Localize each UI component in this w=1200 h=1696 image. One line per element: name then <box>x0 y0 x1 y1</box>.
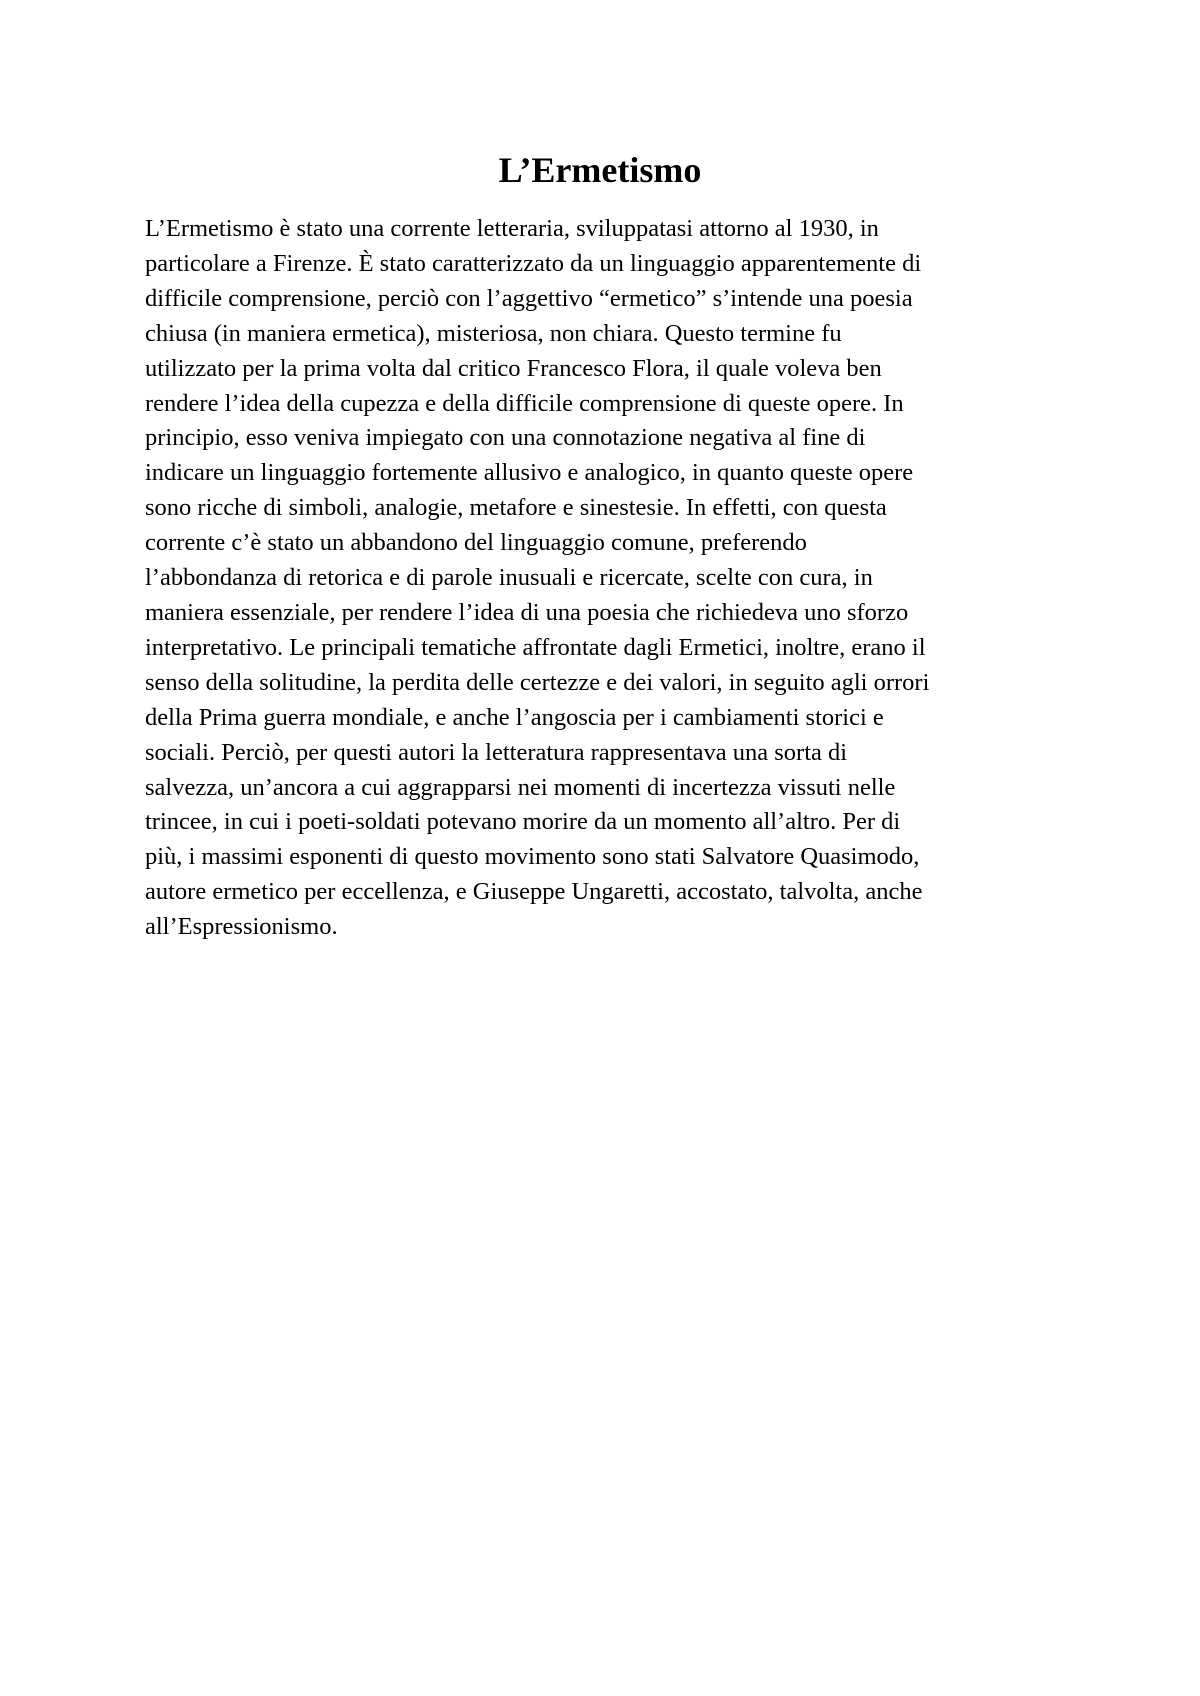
paragraph-line: sociali. Perciò, per questi autori la letteratura rappresentava una sorta di <box>145 738 848 766</box>
paragraph-line: chiusa (in maniera ermetica), misteriosa, non chiara. Questo termine fu <box>145 319 842 347</box>
paragraph-line: salvezza, un’ancora a cui aggrapparsi nei momenti di incertezza vissuti nelle <box>145 773 896 801</box>
paragraph-line: della Prima guerra mondiale, e anche l’angoscia per i cambiamenti storici e <box>145 703 884 731</box>
paragraph-line: utilizzato per la prima volta dal critico Francesco Flora, il quale voleva ben <box>145 354 882 382</box>
paragraph-line: difficile comprensione, perciò con l’aggettivo “ermetico” s’intende una poesia <box>145 284 913 312</box>
page-title: L’Ermetismo <box>498 150 702 190</box>
paragraph-line: indicare un linguaggio fortemente allusivo e analogico, in quanto queste opere <box>145 459 914 487</box>
paragraph-line: trincee, in cui i poeti-soldati potevano morire da un momento all’altro. Per di <box>145 808 901 836</box>
paragraph-line: particolare a Firenze. È stato caratterizzato da un linguaggio apparentemente di <box>145 249 922 277</box>
paragraph-line: più, i massimi esponenti di questo movimento sono stati Salvatore Quasimodo, <box>145 843 920 871</box>
paragraph-line: all’Espressionismo. <box>145 913 338 941</box>
paragraph-line: L’Ermetismo è stato una corrente letteraria, sviluppatasi attorno al 1930, in <box>145 215 879 242</box>
paragraph-line: l’abbondanza di retorica e di parole inusuali e ricercate, scelte con cura, in <box>145 564 873 592</box>
paragraph-line: corrente c’è stato un abbandono del linguaggio comune, preferendo <box>145 529 807 557</box>
paragraph-line: senso della solitudine, la perdita delle certezze e dei valori, in seguito agli orrori <box>145 668 930 696</box>
paragraph-line: rendere l’idea della cupezza e della difficile comprensione di queste opere. In <box>145 389 904 417</box>
paragraph-line: interpretativo. Le principali tematiche affrontate dagli Ermetici, inoltre, erano il <box>145 633 926 661</box>
paragraph-line: principio, esso veniva impiegato con una connotazione negativa al fine di <box>145 424 866 452</box>
paragraph-line: maniera essenziale, per rendere l’idea di una poesia che richiedeva uno sforzo <box>145 598 909 626</box>
paragraph-line: autore ermetico per eccellenza, e Giuseppe Ungaretti, accostato, talvolta, anche <box>145 878 923 906</box>
body-paragraph <box>145 212 1065 945</box>
paragraph-line: sono ricche di simboli, analogie, metafore e sinestesie. In effetti, con questa <box>145 494 887 522</box>
